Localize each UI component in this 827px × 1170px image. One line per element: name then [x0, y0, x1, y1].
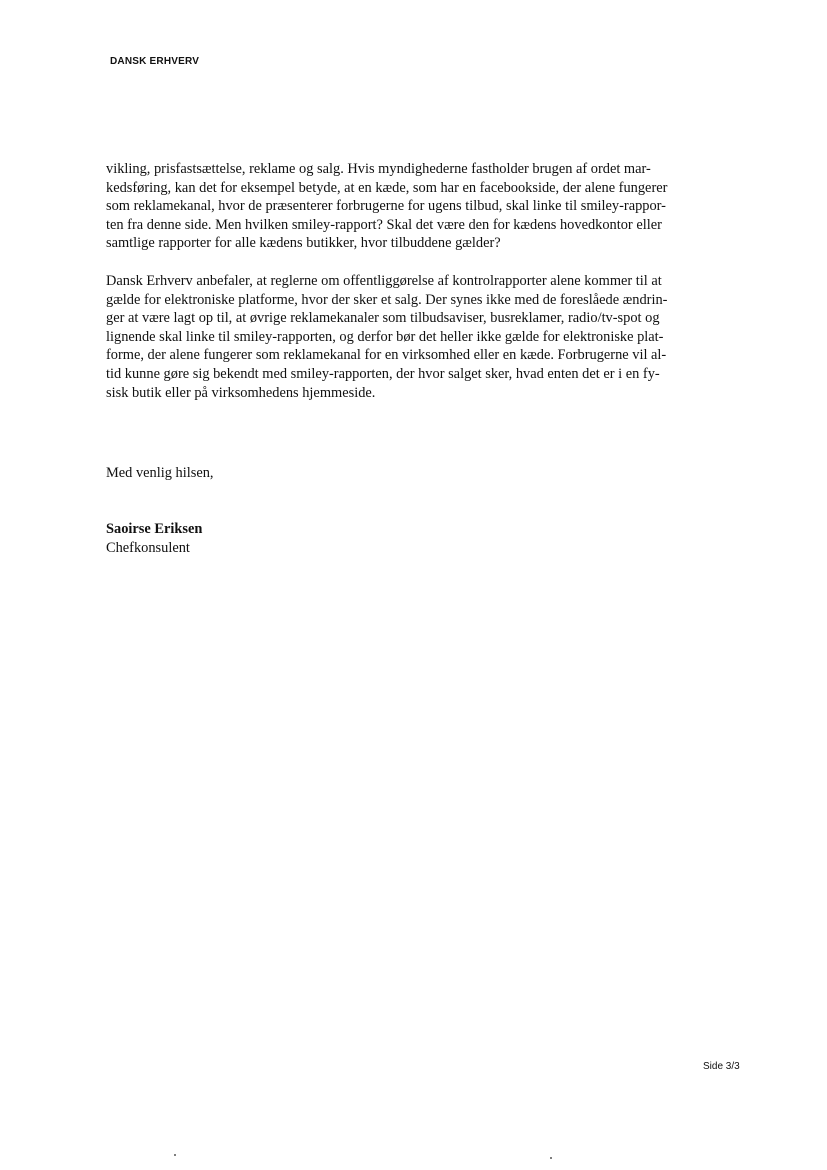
page-number: Side 3/3 — [703, 1061, 740, 1072]
paragraph-line: ten fra denne side. Men hvilken smiley-rapport? Skal det være den for kædens hovedkontor eller — [106, 216, 662, 233]
scan-speck — [550, 1157, 552, 1159]
paragraph-line: samtlige rapporter for alle kædens butikker, hvor tilbuddene gælder? — [106, 235, 501, 252]
paragraph-1 — [106, 160, 718, 253]
paragraph-line: kedsføring, kan det for eksempel betyde, at en kæde, som har en facebookside, der alene fungerer — [106, 179, 668, 196]
paragraph-line: lignende skal linke til smiley-rapporten, og derfor bør det heller ikke gælde for elektroniske plat- — [106, 328, 664, 345]
paragraph-line: Dansk Erhverv anbefaler, at reglerne om offentliggørelse af kontrolrapporter alene kommer til at — [106, 272, 662, 289]
paragraph-line: sisk butik eller på virksomhedens hjemmeside. — [106, 384, 376, 401]
signature-block — [106, 520, 202, 558]
organization-header: DANSK ERHVERV — [110, 56, 200, 67]
signatory-name: Saoirse Eriksen — [106, 521, 203, 537]
paragraph-line: gælde for elektroniske platforme, hvor der sker et salg. Der synes ikke med de foreslåede ændrin- — [106, 291, 668, 308]
letter-body — [106, 160, 718, 421]
scan-speck — [174, 1154, 176, 1156]
paragraph-line: tid kunne gøre sig bekendt med smiley-rapporten, der hvor salget sker, hvad enten det er i en fy- — [106, 365, 660, 382]
closing-salutation: Med venlig hilsen, — [106, 465, 214, 481]
paragraph-line: ger at være lagt op til, at øvrige reklamekanaler som tilbudsaviser, busreklamer, radio/tv-spot og — [106, 310, 660, 327]
paragraph-line: som reklamekanal, hvor de præsenterer forbrugerne for ugens tilbud, skal linke til smiley-rappor- — [106, 198, 666, 215]
signatory-title: Chefkonsulent — [106, 540, 190, 556]
paragraph-line: forme, der alene fungerer som reklamekanal for en virksomhed eller en kæde. Forbrugerne vil al- — [106, 347, 667, 364]
paragraph-line: vikling, prisfastsættelse, reklame og salg. Hvis myndighederne fastholder brugen af ordet mar- — [106, 161, 651, 177]
paragraph-2 — [106, 272, 718, 402]
